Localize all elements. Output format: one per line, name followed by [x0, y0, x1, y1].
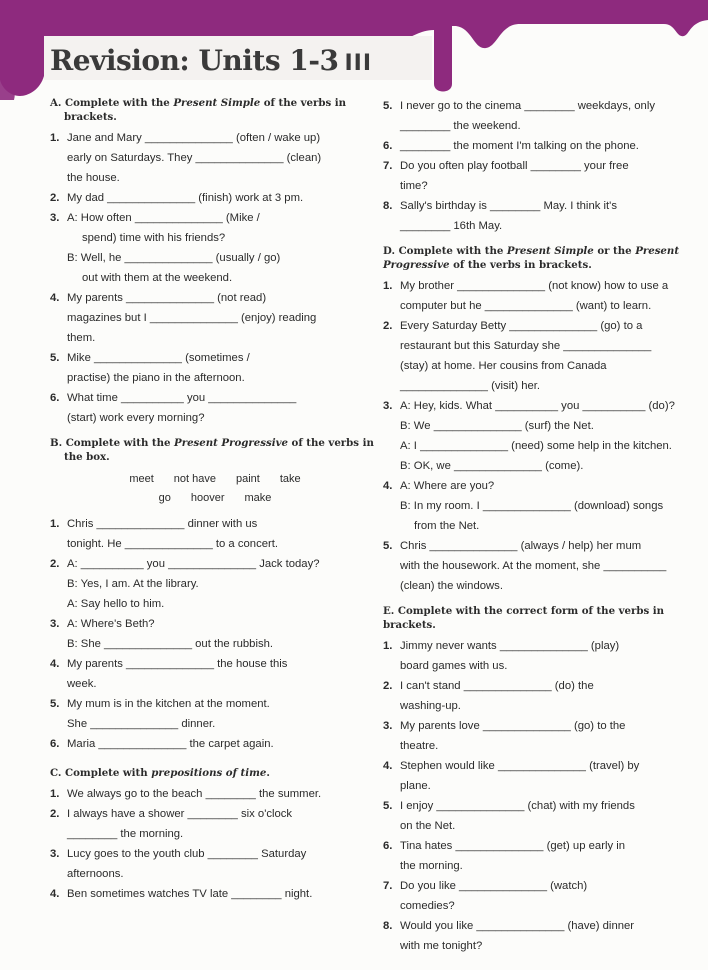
exercise-item: 8. Would you like ______________ (have) dinner with me tonight? — [383, 920, 635, 952]
verb-option: take — [279, 473, 301, 485]
exercise-item: 3. My parents love ______________ (go) to the theatre. — [383, 720, 626, 752]
section-b-items — [50, 514, 380, 754]
section-c-items — [50, 784, 380, 904]
exercise-item: 5. My mum is in the kitchen at the moment. She ______________ dinner. — [50, 698, 270, 730]
exercise-item: 1. Jane and Mary ______________ (often / wake up) early on Saturdays. They ______________ (clean) the house. — [50, 132, 322, 184]
section-d-heading: D. Complete with the Present Simple or the Present Progressive of the verbs in brackets. — [383, 245, 680, 271]
verb-box-row — [50, 470, 380, 489]
exercise-item: 5. I enjoy ______________ (chat) with my friends on the Net. — [383, 800, 635, 832]
section-e-heading: E. Complete with the correct form of the verbs in brackets. — [383, 605, 665, 631]
exercise-item: 2. I always have a shower ________ six o'clock ________ the morning. — [50, 808, 293, 840]
verb-box — [50, 468, 380, 514]
section-a-heading: A. Complete with the Present Simple of the verbs in brackets. — [50, 97, 347, 123]
exercise-item: 2. A: __________ you ______________ Jack today? B: Yes, I am. At the library. A: Say hello to him. — [50, 558, 320, 610]
section-c-heading: C. Complete with prepositions of time. — [50, 767, 270, 779]
exercise-item: 1. My brother ______________ (not know) how to use a computer but he ______________ (want) to learn. — [383, 280, 669, 312]
exercise-item: 5. Mike ______________ (sometimes / practise) the piano in the afternoon. — [50, 352, 250, 384]
title-mark: III — [344, 51, 373, 76]
verb-option: meet — [129, 473, 154, 485]
exercise-item: 4. My parents ______________ (not read) magazines but I ______________ (enjoy) reading them. — [50, 292, 317, 344]
exercise-item: 4. Ben sometimes watches TV late ________ night. — [50, 888, 313, 900]
exercise-item: 3. Lucy goes to the youth club ________ Saturday afternoons. — [50, 848, 307, 880]
exercise-item: 6. What time __________ you ______________ (start) work every morning? — [50, 392, 297, 424]
exercise-item: 6. ________ the moment I'm talking on the phone. — [383, 140, 639, 152]
exercise-item: 7. Do you like ______________ (watch) comedies? — [383, 880, 588, 912]
exercise-item: 5. Chris ______________ (always / help) her mum with the housework. At the moment, she __________ (clean) the windows. — [383, 540, 667, 592]
exercise-item: 7. Do you often play football ________ your free time? — [383, 160, 629, 192]
verb-option: not have — [173, 473, 216, 485]
exercise-item: 6. Maria ______________ the carpet again. — [50, 738, 274, 750]
section-e-items — [383, 636, 708, 956]
exercise-item: 4. A: Where are you? B: In my room. I ______________ (download) songs from the Net. — [383, 480, 664, 532]
exercise-item: 3. A: Hey, kids. What __________ you __________ (do)? B: We ______________ (surf) the Net. A: I ______________ (need) some help in the kitchen. B: OK, we ______________ (come). — [383, 400, 675, 472]
section-c-continued-items — [383, 96, 708, 236]
exercise-item: 1. Chris ______________ dinner with us tonight. He ______________ to a concert. — [50, 518, 279, 550]
verb-box-row — [50, 489, 380, 508]
exercise-item: 2. I can't stand ______________ (do) the washing-up. — [383, 680, 594, 712]
exercise-item: 8. Sally's birthday is ________ May. I think it's ________ 16th May. — [383, 200, 617, 232]
exercise-item: 4. My parents ______________ the house this week. — [50, 658, 288, 690]
exercise-item: 2. My dad ______________ (finish) work at 3 pm. — [50, 192, 304, 204]
exercise-item: 3. A: How often ______________ (Mike / spend) time with his friends? B: Well, he ______________ (usually / go) out with them at the weekend. — [50, 212, 281, 284]
exercise-item: 1. We always go to the beach ________ the summer. — [50, 788, 322, 800]
section-d-items — [383, 276, 708, 596]
title-text: Revision: Units 1-3 — [50, 44, 339, 77]
exercise-item: 5. I never go to the cinema ________ weekdays, only ________ the weekend. — [383, 100, 655, 132]
left-column — [50, 96, 380, 904]
page-title — [50, 44, 372, 77]
exercise-item: 1. Jimmy never wants ______________ (play) board games with us. — [383, 640, 620, 672]
exercise-item: 6. Tina hates ______________ (get) up early in the morning. — [383, 840, 626, 872]
verb-option: hoover — [190, 492, 225, 504]
verb-option: paint — [236, 473, 260, 485]
exercise-item: 4. Stephen would like ______________ (travel) by plane. — [383, 760, 640, 792]
right-column — [383, 96, 708, 956]
section-a-items — [50, 128, 380, 428]
verb-option: make — [244, 492, 272, 504]
exercise-item: 2. Every Saturday Betty ______________ (go) to a restaurant but this Saturday she ______________ (stay) at home. Her cousins from Canada ______________ (visit) her. — [383, 320, 652, 392]
section-b-heading: B. Complete with the Present Progressive of the verbs in the box. — [50, 437, 374, 463]
exercise-item: 3. A: Where's Beth? B: She ______________ out the rubbish. — [50, 618, 274, 650]
verb-option: go — [158, 492, 171, 504]
